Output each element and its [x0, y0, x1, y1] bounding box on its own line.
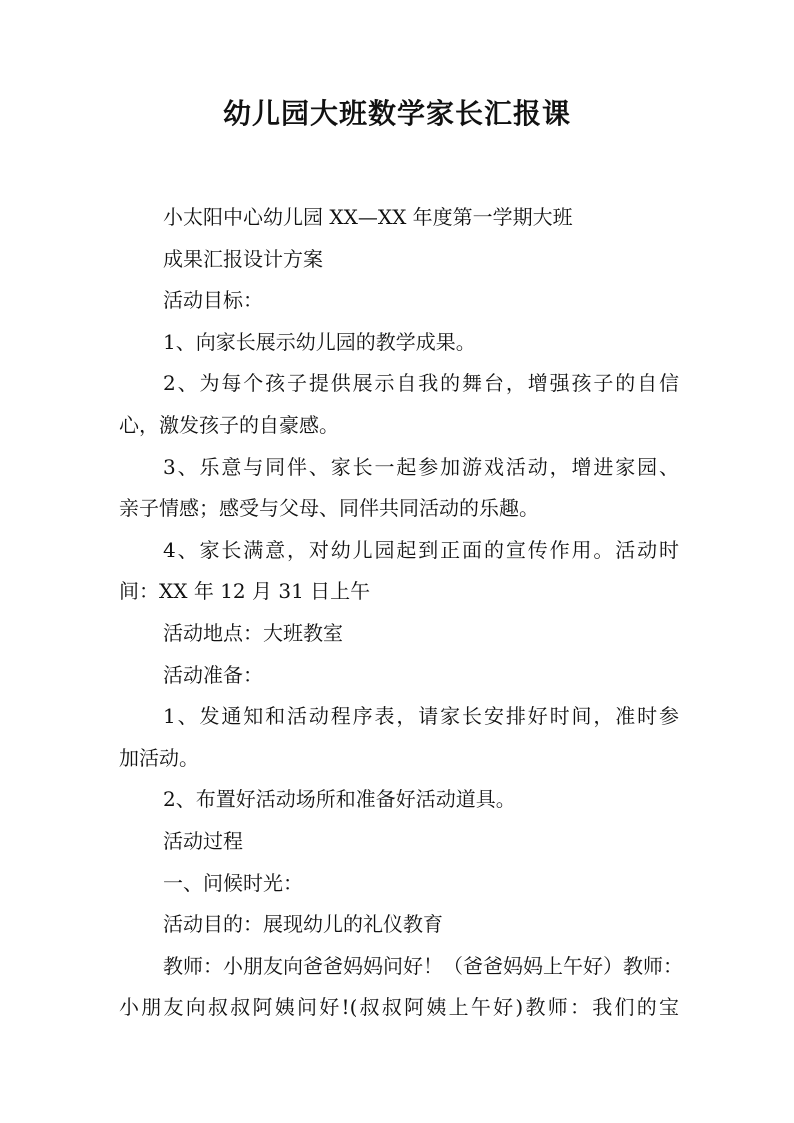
paragraph-line: 加活动。 — [119, 745, 199, 770]
paragraph-line: 活动地点：大班教室 — [163, 620, 343, 645]
paragraph-line: 间：XX 年 12 月 31 日上午 — [119, 579, 371, 604]
paragraph-line: 活动过程 — [163, 828, 243, 853]
paragraph-line: 亲子情感；感受与父母、同伴共同活动的乐趣。 — [119, 496, 539, 521]
paragraph-line: 1、发通知和活动程序表，请家长安排好时间，准时参 — [163, 704, 679, 729]
paragraph-line: 2、为每个孩子提供展示自我的舞台，增强孩子的自信 — [163, 371, 679, 396]
paragraph-line: 教师：小朋友向爸爸妈妈问好！（爸爸妈妈上午好）教师： — [163, 953, 683, 978]
paragraph-line: 心，激发孩子的自豪感。 — [119, 412, 339, 437]
paragraph-line: 活动目的：展现幼儿的礼仪教育 — [163, 912, 443, 937]
paragraph-line: 3、乐意与同伴、家长一起参加游戏活动，增进家园、 — [163, 454, 679, 479]
paragraph-line: 小朋友向叔叔阿姨问好!(叔叔阿姨上午好)教师：我们的宝 — [119, 995, 679, 1020]
paragraph-line: 小太阳中心幼儿园 XX—XX 年度第一学期大班 — [163, 205, 573, 229]
paragraph-line: 成果汇报设计方案 — [163, 246, 323, 271]
paragraph-line: 一、问候时光： — [163, 870, 303, 895]
paragraph-line: 4、家长满意，对幼儿园起到正面的宣传作用。活动时 — [163, 537, 679, 562]
paragraph-line: 活动准备： — [163, 662, 263, 687]
paragraph-line: 2、布置好活动场所和准备好活动道具。 — [163, 787, 516, 812]
paragraph-line: 1、向家长展示幼儿园的教学成果。 — [163, 329, 476, 354]
document-title: 幼儿园大班数学家长汇报课 — [222, 97, 571, 130]
paragraph-line: 活动目标： — [163, 288, 263, 313]
document-body — [119, 197, 683, 1029]
